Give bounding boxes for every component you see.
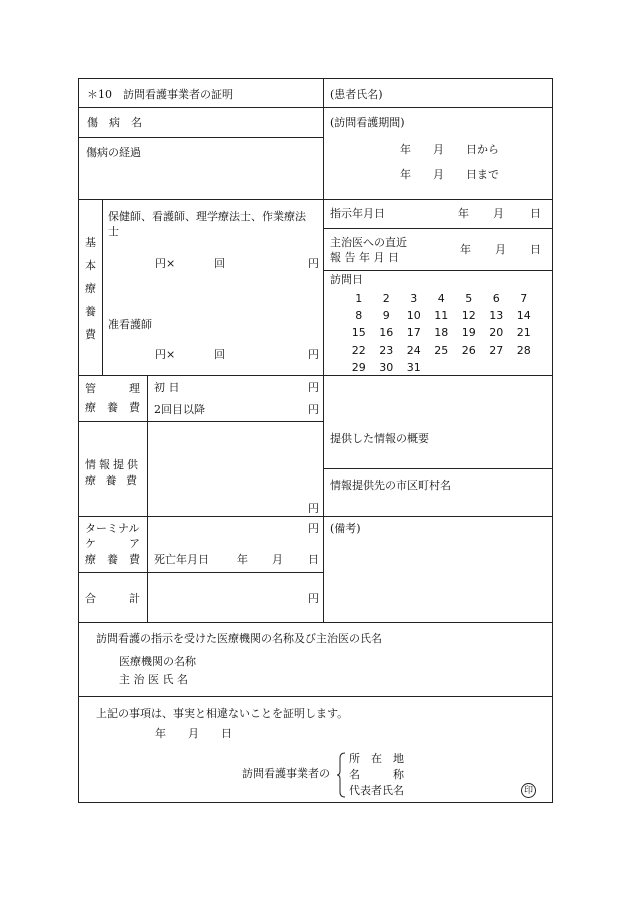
calendar-day: 22 (351, 343, 366, 357)
basic-fee-char: 本 (85, 259, 96, 272)
remarks-label: (備考) (330, 522, 361, 535)
calendar-day: 16 (379, 326, 394, 340)
rule-info-summary (323, 468, 553, 469)
instruction-month: 月 (493, 207, 504, 220)
total-label: 合 計 (85, 592, 140, 605)
calendar-day: 23 (379, 343, 394, 357)
calendar-day: 1 (355, 292, 363, 306)
brace-icon (336, 752, 346, 798)
rule-report (323, 270, 553, 271)
calendar-day: 2 (382, 292, 390, 306)
calendar-day: 27 (489, 343, 504, 357)
injury-name-label: 傷 病 名 (87, 116, 142, 129)
rule-info (78, 516, 553, 517)
calendar-day: 8 (355, 309, 363, 323)
calendar-day: 10 (406, 309, 421, 323)
institution-title: 訪問看護の指示を受けた医療機関の名称及び主治医の氏名 (96, 632, 382, 645)
report-year: 年 (460, 243, 471, 256)
certification-statement: 上記の事項は、事実と相違ないことを証明します。 (96, 707, 349, 720)
form-title: ＊10 訪問看護事業者の証明 (87, 88, 233, 101)
calendar-day: 13 (489, 309, 504, 323)
basic-fee-char: 療 (85, 282, 96, 295)
doctor-name-label: 主 治 医 氏 名 (119, 673, 188, 686)
basic-fee-char: 費 (85, 328, 96, 341)
calendar-day: 11 (434, 309, 449, 323)
death-month: 月 (272, 553, 283, 566)
calendar-day: 6 (492, 292, 500, 306)
rule-basic-label (102, 199, 103, 375)
calendar-day: 4 (437, 292, 445, 306)
rule-course (78, 199, 553, 200)
assistant-yen: 円 (308, 348, 319, 361)
calendar-row (345, 342, 538, 359)
calendar-day (455, 359, 483, 376)
nurse-yen-times: 円× (155, 257, 176, 270)
visit-days-calendar (345, 290, 538, 376)
first-day-yen: 円 (308, 381, 319, 394)
calendar-row (345, 307, 538, 324)
calendar-day: 15 (351, 326, 366, 340)
calendar-day: 12 (461, 309, 476, 323)
calendar-day: 19 (461, 326, 476, 340)
info-fee-yen: 円 (308, 502, 319, 515)
provider-label: 訪問看護事業者の (242, 767, 330, 780)
certificate-form (78, 78, 553, 803)
instruction-day: 日 (530, 207, 541, 220)
calendar-day: 20 (489, 326, 504, 340)
nurse-times: 回 (214, 257, 225, 270)
rule-middle (323, 78, 324, 622)
rule-instruction (323, 228, 553, 229)
calendar-day: 3 (410, 292, 418, 306)
address-label: 所 在 地 (349, 752, 404, 765)
injury-course-label: 傷病の経過 (86, 146, 141, 159)
management-fee-label-2: 療 養 費 (85, 401, 140, 414)
certification-date: 年 月 日 (155, 727, 232, 740)
calendar-day: 24 (406, 343, 421, 357)
visit-period-from: 年 月 日から (400, 143, 499, 156)
info-fee-label-2: 療 養 費 (85, 474, 140, 487)
second-day-label: 2回目以降 (154, 403, 205, 416)
info-municipality-label: 情報提供先の市区町村名 (330, 479, 451, 492)
visit-period-label: (訪問看護期間) (330, 116, 405, 129)
calendar-row (345, 359, 538, 376)
calendar-day: 29 (351, 360, 366, 374)
basic-fee-char: 養 (85, 305, 96, 318)
nurse-yen: 円 (308, 257, 319, 270)
provider-name-label: 名 称 (349, 768, 404, 781)
terminal-care-label-1: ターミナル (85, 522, 140, 535)
calendar-day: 18 (434, 326, 449, 340)
visit-days-label: 訪問日 (330, 273, 363, 286)
instruction-year: 年 (458, 207, 469, 220)
report-day: 日 (530, 243, 541, 256)
rule-management (78, 421, 323, 422)
calendar-day: 28 (516, 343, 531, 357)
institution-name-label: 医療機関の名称 (119, 655, 196, 668)
calendar-day (483, 359, 511, 376)
calendar-row (345, 290, 538, 307)
terminal-care-label-3: 療 養 費 (85, 553, 140, 566)
rule-terminal (78, 572, 323, 573)
nurse-label-cont: 士 (108, 225, 119, 238)
report-month: 月 (495, 243, 506, 256)
death-date-label: 死亡年月日 (154, 553, 209, 566)
visit-period-to: 年 月 日まで (400, 168, 499, 181)
calendar-day (428, 359, 456, 376)
rule-injury-name (78, 137, 323, 138)
management-fee-label-1: 管 理 (85, 382, 140, 395)
rule-header (78, 107, 553, 108)
terminal-care-yen: 円 (308, 522, 319, 535)
calendar-day: 26 (461, 343, 476, 357)
calendar-row (345, 324, 538, 341)
death-year: 年 (237, 553, 248, 566)
calendar-day (510, 359, 538, 376)
patient-name-label: (患者氏名) (330, 88, 383, 101)
instruction-date-label: 指示年月日 (330, 207, 385, 220)
assistant-nurse-label: 准看護師 (108, 318, 152, 331)
death-day: 日 (308, 553, 319, 566)
assistant-times: 回 (214, 348, 225, 361)
rule-institution (78, 696, 553, 697)
terminal-care-label-2: ケ ア (85, 537, 140, 550)
rule-total (78, 622, 553, 623)
report-date-label-1: 主治医への直近 (330, 236, 407, 249)
calendar-day: 5 (465, 292, 473, 306)
seal-icon: 印 (521, 783, 536, 798)
calendar-day: 25 (434, 343, 449, 357)
info-summary-label: 提供した情報の概要 (330, 432, 429, 445)
calendar-day: 9 (382, 309, 390, 323)
calendar-day: 30 (379, 360, 394, 374)
calendar-day: 21 (516, 326, 531, 340)
info-fee-label-1: 情報提供 (85, 458, 141, 471)
report-date-label-2: 報 告 年 月 日 (330, 251, 399, 264)
representative-label: 代表者氏名 (349, 784, 404, 797)
first-day-label: 初 日 (154, 381, 180, 394)
second-day-yen: 円 (308, 403, 319, 416)
calendar-day: 31 (406, 360, 421, 374)
rule-fee-labels (147, 375, 148, 622)
basic-fee-char: 基 (85, 236, 96, 249)
calendar-day: 14 (516, 309, 531, 323)
total-yen: 円 (308, 592, 319, 605)
calendar-day: 17 (406, 326, 421, 340)
nurse-label: 保健師、看護師、理学療法士、作業療法 (108, 210, 306, 223)
calendar-day: 7 (520, 292, 528, 306)
assistant-yen-times: 円× (155, 348, 176, 361)
